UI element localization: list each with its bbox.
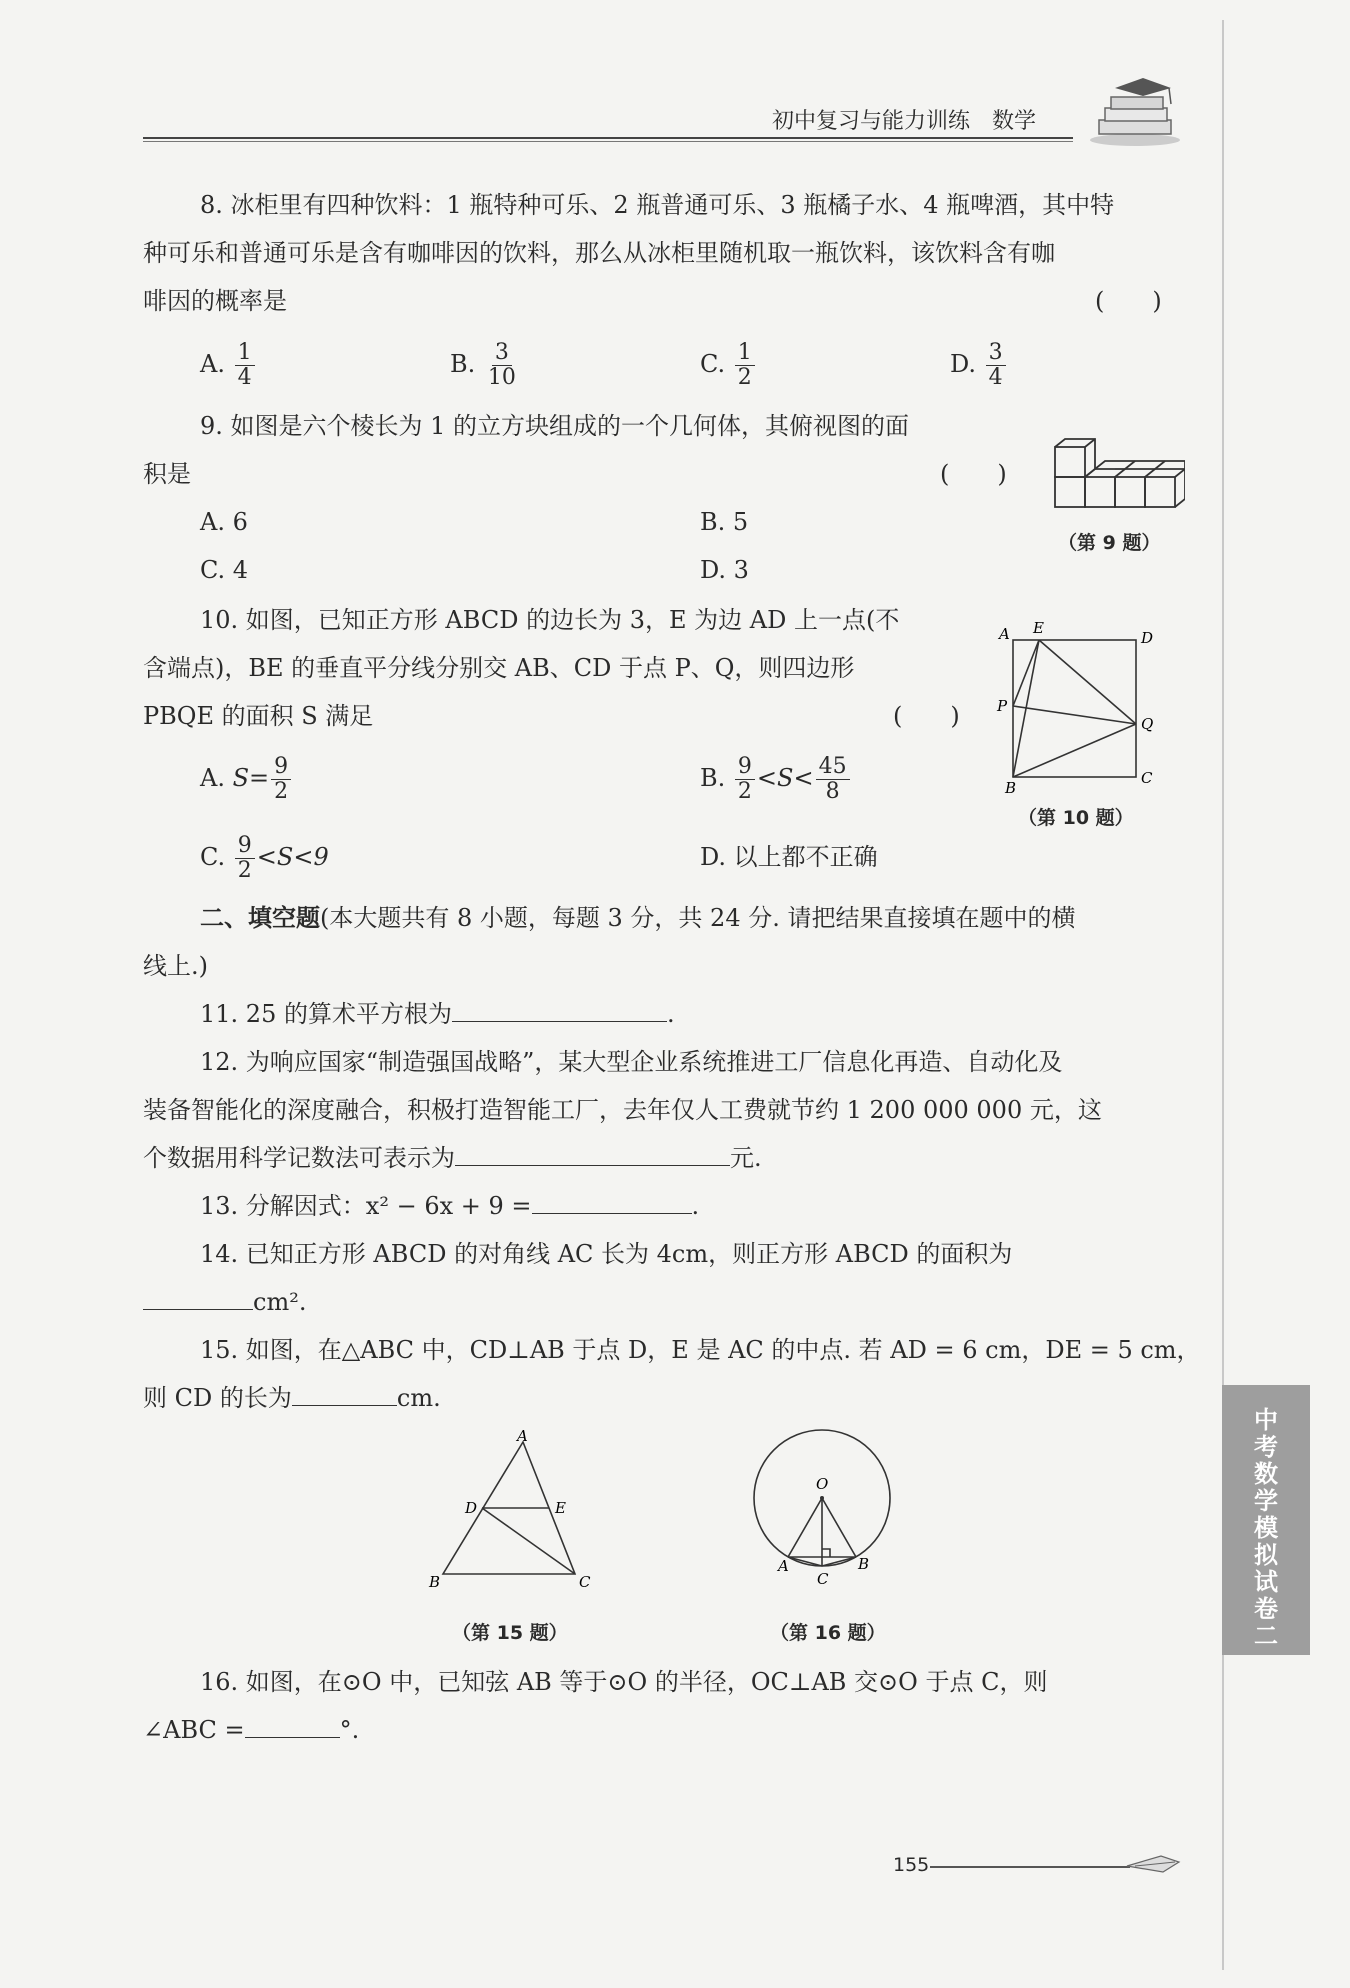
- q16-caption: （第 16 题）: [770, 1622, 886, 1644]
- q16-line1: 16. 如图，在⊙O 中，已知弦 AB 等于⊙O 的半径，OC⊥AB 交⊙O 于点 C，则: [200, 1668, 1048, 1696]
- label-B: B: [1005, 779, 1017, 793]
- q8-line2: 种可乐和普通可乐是含有咖啡因的饮料，那么从冰柜里随机取一瓶饮料，该饮料含有咖: [143, 239, 1055, 267]
- side-tab: [1222, 1385, 1310, 1655]
- q9-option-a[interactable]: A. 6: [200, 508, 248, 536]
- q16-circle-figure: [750, 1418, 900, 1588]
- footer-rule: [930, 1866, 1130, 1868]
- q10-square-figure: [995, 618, 1170, 793]
- answer-blank[interactable]: [143, 1283, 253, 1310]
- q10-line3: PBQE 的面积 S 满足: [143, 702, 374, 730]
- q9-option-d[interactable]: D. 3: [700, 556, 749, 584]
- label-C: C: [1141, 769, 1153, 787]
- label-B: B: [858, 1555, 870, 1573]
- label-A: A: [999, 625, 1010, 643]
- q9-line2: 积是: [143, 460, 191, 488]
- page-number: 155: [893, 1854, 930, 1876]
- page-edge-line: [1222, 20, 1224, 1970]
- label-C: C: [579, 1573, 591, 1591]
- q12-line3: 个数据用科学记数法可表示为 元.: [143, 1134, 762, 1182]
- answer-blank[interactable]: [245, 1711, 340, 1738]
- q11: 11. 25 的算术平方根为 .: [200, 990, 675, 1038]
- q10-option-c[interactable]: C. $\frac{9}{2}$ <S<9: [200, 833, 329, 883]
- q8-answer-paren: ( ): [1095, 287, 1162, 315]
- fraction: $\frac{1}{4}$: [235, 341, 255, 390]
- side-tab-text: 中 考 数 学 模 拟 试 卷 二: [1254, 1406, 1278, 1650]
- q10-answer-paren: ( ): [893, 702, 960, 730]
- q12-line1: 12. 为响应国家“制造强国战略”，某大型企业系统推进工厂信息化再造、自动化及: [200, 1048, 1063, 1076]
- answer-blank[interactable]: [452, 995, 667, 1022]
- q8-option-d[interactable]: [950, 340, 1008, 390]
- label-A: A: [778, 1557, 789, 1575]
- q10-option-d[interactable]: D. 以上都不正确: [700, 843, 878, 871]
- section2-line1: [200, 894, 1075, 942]
- footer-pen-icon: [1125, 1852, 1185, 1880]
- q10-caption: （第 10 题）: [1018, 807, 1134, 829]
- q8-option-b[interactable]: [450, 340, 521, 390]
- label-B: B: [429, 1573, 441, 1591]
- section2-line2: 线上.): [143, 952, 208, 980]
- label-A: A: [517, 1430, 528, 1445]
- q9-caption: （第 9 题）: [1058, 532, 1161, 554]
- q15-line1: 15. 如图，在△ABC 中，CD⊥AB 于点 D，E 是 AC 的中点. 若 AD = 6 cm，DE = 5 cm，: [200, 1336, 1201, 1364]
- q10-option-a[interactable]: A. S= $\frac{9}{2}$: [200, 754, 293, 804]
- option-label: C.: [700, 350, 726, 378]
- option-label: B.: [450, 350, 476, 378]
- q8-option-a[interactable]: [200, 340, 257, 390]
- q16-line2: ∠ABC = °.: [143, 1706, 359, 1754]
- header-rule-thin: [143, 141, 1073, 142]
- q9-option-b[interactable]: B. 5: [700, 508, 749, 536]
- q14-line1: 14. 已知正方形 ABCD 的对角线 AC 长为 4cm，则正方形 ABCD 的面积为: [200, 1240, 1013, 1268]
- q9-cube-figure: [1050, 435, 1185, 520]
- fraction: $\frac{3}{4}$: [986, 341, 1006, 390]
- label-D: D: [465, 1499, 478, 1517]
- q10-line1: 10. 如图，已知正方形 ABCD 的边长为 3，E 为边 AD 上一点(不: [200, 606, 900, 634]
- answer-blank[interactable]: [455, 1139, 730, 1166]
- q8-option-c[interactable]: [700, 340, 757, 390]
- q9-answer-paren: ( ): [940, 460, 1007, 488]
- label-O: O: [816, 1475, 829, 1493]
- q12-line2: 装备智能化的深度融合，积极打造智能工厂，去年仅人工费就节约 1 200 000 000 元，这: [143, 1096, 1102, 1124]
- header-rule: [143, 137, 1073, 139]
- answer-blank[interactable]: [532, 1187, 692, 1214]
- q13: 13. 分解因式：x² − 6x + 9 = .: [200, 1182, 699, 1230]
- q15-caption: （第 15 题）: [452, 1622, 568, 1644]
- label-D: D: [1141, 629, 1154, 647]
- label-Q: Q: [1141, 715, 1154, 733]
- label-C: C: [817, 1570, 829, 1588]
- label-E: E: [1033, 619, 1044, 637]
- option-label: A.: [200, 350, 225, 378]
- section2-note: (本大题共有 8 小题，每题 3 分，共 24 分. 请把结果直接填在题中的横: [320, 904, 1076, 932]
- q8-line3: 啡因的概率是: [143, 287, 287, 315]
- q15-triangle-figure: [425, 1430, 600, 1595]
- q9-line1: 9. 如图是六个棱长为 1 的立方块组成的一个几何体，其俯视图的面: [200, 412, 910, 440]
- books-logo-icon: [1085, 70, 1185, 150]
- option-label: D.: [950, 350, 977, 378]
- q14-line2: cm².: [143, 1278, 306, 1326]
- q10-option-b[interactable]: B. $\frac{9}{2}$ <S< $\frac{45}{8}$: [700, 754, 852, 804]
- q8-line1: 8. 冰柜里有四种饮料：1 瓶特种可乐、2 瓶普通可乐、3 瓶橘子水、4 瓶啤酒，其中特: [200, 191, 1115, 219]
- label-P: P: [997, 697, 1008, 715]
- q15-line2: 则 CD 的长为 cm.: [143, 1374, 441, 1422]
- q10-line2: 含端点)，BE 的垂直平分线分别交 AB、CD 于点 P、Q，则四边形: [143, 654, 855, 682]
- fraction: $\frac{1}{2}$: [735, 341, 755, 390]
- fraction: $\frac{3}{10}$: [487, 340, 516, 390]
- section2-heading: 二、填空题: [200, 904, 320, 932]
- header-title: 初中复习与能力训练 数学: [772, 109, 1037, 134]
- answer-blank[interactable]: [292, 1379, 397, 1406]
- label-E: E: [555, 1499, 566, 1517]
- q9-option-c[interactable]: C. 4: [200, 556, 249, 584]
